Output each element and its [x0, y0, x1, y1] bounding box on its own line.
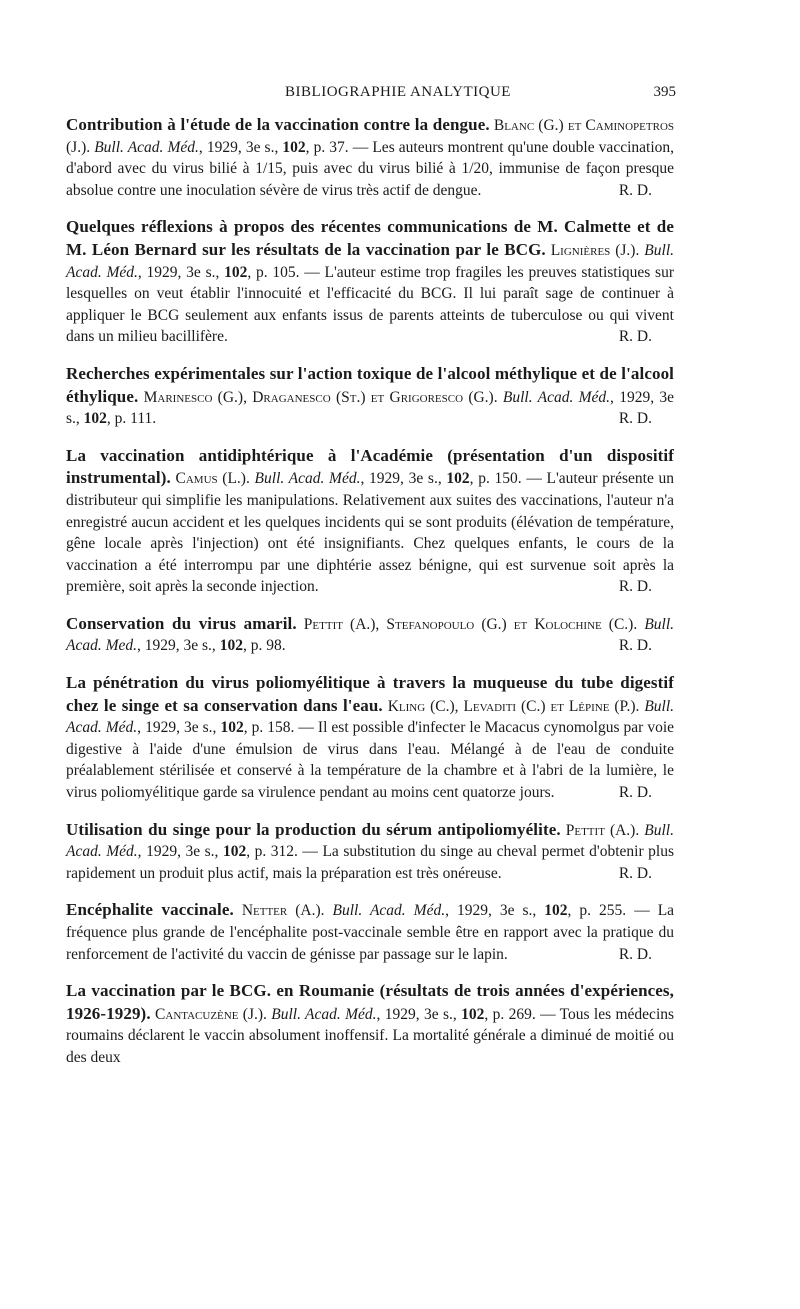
bibliography-entry	[66, 899, 674, 965]
bibliography-entry	[66, 672, 674, 804]
entry-journal: Bull. Acad. Méd.	[332, 902, 446, 920]
entry-title: La pénétration du virus poliomyélitique à travers la muqueuse du tube digestif chez le singe et sa conservation dans l'eau.	[66, 673, 674, 715]
entry-pages: , p. 111.	[106, 410, 157, 428]
entry-title: La vaccination antidiphtérique à l'Académie (présentation d'un dispositif instrumental).	[66, 445, 674, 488]
entry-citation: , 1929, 3e s.,	[360, 470, 447, 488]
entry-summary: — Tous les médecins roumains déclarent le vaccin absolument inoffensif. La mortalité générale a diminué de moitié ou des deux	[66, 1005, 675, 1066]
entry-title: Recherches expérimentales sur l'action toxique de l'alcool méthylique et de l'alcool éthylique.	[66, 363, 674, 406]
entry-volume: 102	[222, 843, 247, 861]
entry-citation: , 1929, 3e s.,	[137, 719, 221, 737]
entry-pages: , p. 98.	[242, 637, 286, 655]
entry-signature: R. D.	[618, 945, 652, 963]
entry-authors: Netter (A.).	[241, 902, 325, 920]
entry-signature: R. D.	[618, 578, 652, 596]
entry-volume: 102	[224, 263, 248, 281]
entry-signature: R. D.	[618, 864, 652, 882]
entry-volume: 102	[219, 637, 243, 655]
entry-citation: , 1929, 3e s.,	[66, 388, 674, 428]
entry-authors: Pettit (A.).	[565, 821, 640, 839]
entry-volume: 102	[83, 410, 107, 428]
entry-summary: — L'auteur estime trop fragiles les preuves statistiques sur lesquelles on veut établir l'innocuité et l'efficacité du BCG. Il lui paraît sage de continuer à appliquer le BCG seulement aux enfants issus de parents atteints de tuberculose ou qui vivent dans un milieu bacillifère.	[66, 263, 675, 346]
entry-citation: , 1929, 3e s.,	[137, 263, 225, 281]
bibliography-entry	[66, 445, 674, 598]
entry-signature: R. D.	[618, 328, 652, 346]
entry-signature: R. D.	[618, 181, 652, 199]
bibliography-entry	[66, 980, 674, 1068]
running-title: BIBLIOGRAPHIE ANALYTIQUE	[285, 84, 511, 100]
entry-signature: R. D.	[618, 637, 652, 655]
bibliography-body	[66, 114, 674, 1084]
entry-volume: 102	[544, 902, 568, 920]
entry-citation: , 1929, 3e s.,	[376, 1005, 462, 1023]
entry-summary: — Les auteurs montrent qu'une double vaccination, d'abord avec du virus bilié à 1/15, puis avec du virus bilié à 1/20, immunise de façon presque absolue contre une inoculation sévère de virus très actif de dengue.	[66, 138, 674, 199]
running-head	[120, 84, 676, 106]
entry-journal: Bull. Acad. Méd.	[502, 388, 611, 406]
entry-summary: — L'auteur présente un distributeur qui simplifie les manipulations. Relativement aux suites des vaccinations, l'auteur n'a enregistré aucun accident et les quelques incidents qui se sont produits (élévation de température, gêne locale après l'injection) ont été insignifiants. Chez quelques enfants, le cours de la vaccination a été interrompu par une diphtérie assez bénigne, qui est survenue soit après la première, soit après la seconde injection.	[66, 470, 675, 596]
entry-summary: — La substitution du singe au cheval permet d'obtenir plus rapidement un produit plus actif, mais la préparation est très onéreuse.	[66, 843, 674, 882]
entry-summary: — Il est possible d'infecter le Macacus cynomolgus par voie digestive à l'aide d'une émulsion de virus dans l'eau. Mélangé à de l'eau de conduite préalablement stérilisée et conservé à la température de la chambre et à l'abri de la lumière, le virus poliomyélitique garde sa virulence pendant au moins cent quatorze jours.	[66, 719, 675, 802]
entry-summary: — La fréquence plus grande de l'encéphalite post-vaccinale semble être en rapport avec la pratique du renforcement de l'activité du vaccin de génisse par passage sur le lapin.	[66, 902, 675, 963]
entry-citation: , 1929, 3e s.,	[445, 902, 545, 920]
entry-authors: Camus (L.).	[175, 470, 250, 488]
entry-citation: , 1929, 3e s.,	[137, 843, 223, 861]
entry-title: Contribution à l'étude de la vaccination contre la dengue.	[66, 115, 490, 134]
entry-pages: , p. 312.	[246, 843, 298, 861]
entry-title: Conservation du virus amaril.	[66, 613, 297, 633]
bibliography-entry	[66, 819, 674, 885]
bibliography-entry	[66, 363, 674, 430]
entry-authors: Blanc (G.) et Caminopetros (J.).	[66, 117, 675, 156]
bibliography-entry	[66, 114, 674, 201]
entry-pages: , p. 105.	[247, 263, 300, 281]
entry-authors: Kling (C.), Levaditi (C.) et Lépine (P.).	[387, 697, 640, 715]
entry-pages: , p. 255.	[567, 902, 627, 920]
entry-volume: 102	[461, 1005, 485, 1023]
entry-authors: Cantacuzène (J.).	[155, 1005, 267, 1023]
page-number: 395	[653, 84, 676, 100]
entry-authors: Lignières (J.).	[550, 241, 640, 259]
entry-journal: Bull. Acad. Méd.	[66, 821, 674, 861]
entry-pages: , p. 150.	[469, 470, 522, 488]
entry-pages: , p. 269.	[484, 1005, 536, 1023]
entry-volume: 102	[446, 470, 470, 488]
entry-signature: R. D.	[618, 410, 652, 428]
entry-journal: Bull. Acad. Méd.	[66, 241, 675, 281]
entry-journal: Bull. Acad. Méd.	[94, 138, 199, 156]
entry-volume: 102	[282, 138, 306, 156]
entry-citation: , 1929, 3e s.,	[198, 138, 283, 156]
entry-title: Quelques réflexions à propos des récentes communications de M. Calmette et de M. Léon Bernard sur les résultats de la vaccination par le BCG.	[66, 217, 674, 259]
entry-title: La vaccination par le BCG. en Roumanie (résultats de trois années d'expériences, 1926-1929).	[66, 981, 674, 1023]
entry-title: Utilisation du singe pour la production du sérum antipoliomyélite.	[66, 819, 561, 839]
entry-title: Encéphalite vaccinale.	[66, 900, 234, 920]
entry-citation: , 1929, 3e s.,	[137, 637, 220, 655]
entry-signature: R. D.	[618, 784, 652, 802]
entry-pages: , p. 158.	[243, 719, 295, 737]
entry-journal: Bull. Acad. Méd.	[271, 1005, 377, 1023]
entry-authors: Pettit (A.), Stefanopoulo (G.) et Kolochine (C.).	[303, 615, 638, 633]
entry-journal: Bull. Acad. Méd.	[254, 470, 361, 488]
bibliography-entry	[66, 216, 674, 348]
entry-authors: Marinesco (G.), Draganesco (St.) et Grigoresco (G.).	[143, 388, 498, 406]
entry-journal: Bull. Acad. Med.	[66, 615, 675, 655]
entry-journal: Bull. Acad. Méd.	[66, 697, 675, 737]
bibliography-entry	[66, 613, 674, 657]
entry-pages: , p. 37.	[305, 138, 349, 156]
entry-volume: 102	[220, 719, 244, 737]
